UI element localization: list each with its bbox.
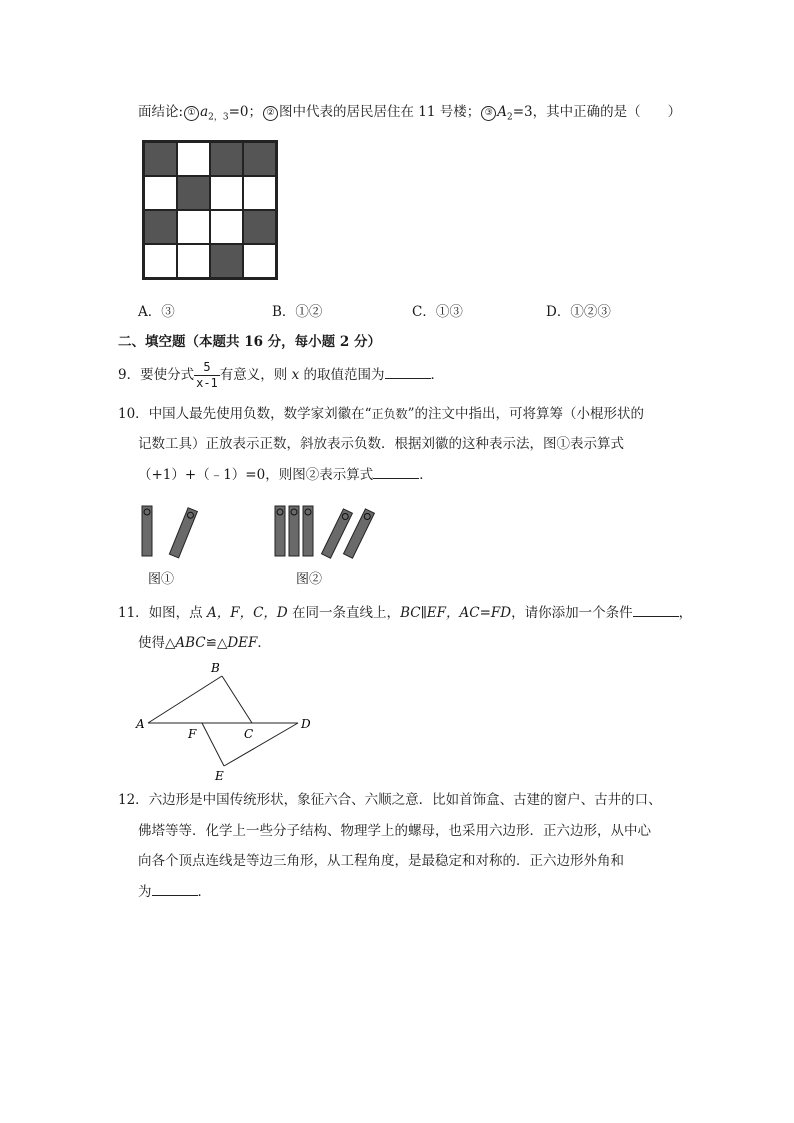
q12-line2: 佛塔等等．化学上一些分子结构、物理学上的螺母，也采用六边形．正六边形，从中心 (138, 823, 651, 839)
grid-cell-1-3 (243, 176, 276, 210)
q9-answer-blank[interactable] (385, 377, 431, 379)
label-e: E (215, 769, 224, 783)
triangles-figure (130, 656, 330, 786)
segment-bc (222, 676, 252, 723)
rods-figure-2 (275, 506, 374, 558)
section-title: 二、填空题（本题共 16 分，每小题 2 分） (118, 334, 381, 350)
q10-answer-blank[interactable] (373, 477, 419, 479)
grid-cell-2-1 (177, 210, 210, 244)
grid-cell-0-3 (243, 142, 276, 176)
segment-fe (202, 723, 224, 766)
rod-slanted (169, 508, 197, 558)
q8-option-d[interactable]: D．①②③ (546, 304, 611, 320)
label-a: A (136, 717, 145, 731)
rod-upright (275, 506, 285, 556)
grid-cell-2-2 (210, 210, 243, 244)
q8-grid-figure (142, 140, 278, 280)
q10-line2: 记数工具）正放表示正数，斜放表示负数．根据刘徽的这种表示法，图①表示算式 (138, 436, 624, 452)
q9: 9．要使分式 $\frac{5}{x-1}$ 有意义，则 x 的取值范围为 ． (118, 360, 444, 390)
q11-answer-blank[interactable] (633, 615, 679, 617)
grid-cell-3-0 (144, 244, 177, 278)
rods-figure-1 (142, 506, 197, 558)
q11-line2: 使得△ABC≌△DEF． (138, 635, 271, 651)
grid-cell-1-1 (177, 176, 210, 210)
grid-cell-2-3 (243, 210, 276, 244)
grid-cell-0-1 (177, 142, 210, 176)
rod-upright (303, 506, 313, 556)
label-b: B (211, 661, 220, 675)
segment-ed (224, 723, 298, 766)
q10-line1: 10．中国人最先使用负数，数学家刘徽在“正负数”的注文中指出，可将算筹（小棍形状的 (118, 406, 645, 422)
grid-cell-1-2 (210, 176, 243, 210)
rod-upright (289, 506, 299, 556)
q12-line1: 12．六边形是中国传统形状，象征六合、六顺之意．比如首饰盒、古建的窗户、古井的口、 (118, 792, 662, 808)
q8-option-c[interactable]: C．①③ (412, 304, 463, 320)
grid-cell-0-2 (210, 142, 243, 176)
q12-line3: 向各个顶点连线是等边三角形，从工程角度，是最稳定和对称的．正六边形外角和 (138, 853, 624, 869)
segment-ab (148, 676, 222, 723)
grid-cell-3-1 (177, 244, 210, 278)
q11-line1: 11．如图，点 A，F，C，D 在同一条直线上，BC∥EF，AC=FD，请你添加一个条件 ， (118, 605, 693, 621)
grid-cell-0-0 (144, 142, 177, 176)
q9-fraction: $\frac{5}{x-1}$ (196, 360, 218, 390)
fig2-label: 图② (296, 572, 323, 587)
q8-option-b[interactable]: B．①② (272, 304, 323, 320)
q8-stem: 面结论: ① $a_{2,3}=0$； ② 图中代表的居民居住在 11 号楼； ③ $A_2=3$，其中正确的是（ ） (138, 104, 682, 123)
q10-line3: （+1）+（﹣1）=0，则图②表示算式 ． (138, 467, 433, 483)
label-d: D (301, 717, 311, 731)
fig1-label: 图① (148, 572, 175, 587)
q12-answer-blank[interactable] (152, 894, 198, 896)
grid-cell-3-2 (210, 244, 243, 278)
counting-rods-figure (130, 500, 390, 564)
rod-upright (142, 506, 152, 556)
q8-option-a[interactable]: A．③ (138, 304, 175, 320)
q12-line4: 为 ． (138, 884, 211, 900)
grid-cell-1-0 (144, 176, 177, 210)
label-f: F (188, 727, 197, 741)
grid-cell-2-0 (144, 210, 177, 244)
grid-cell-3-3 (243, 244, 276, 278)
label-c: C (244, 727, 254, 741)
